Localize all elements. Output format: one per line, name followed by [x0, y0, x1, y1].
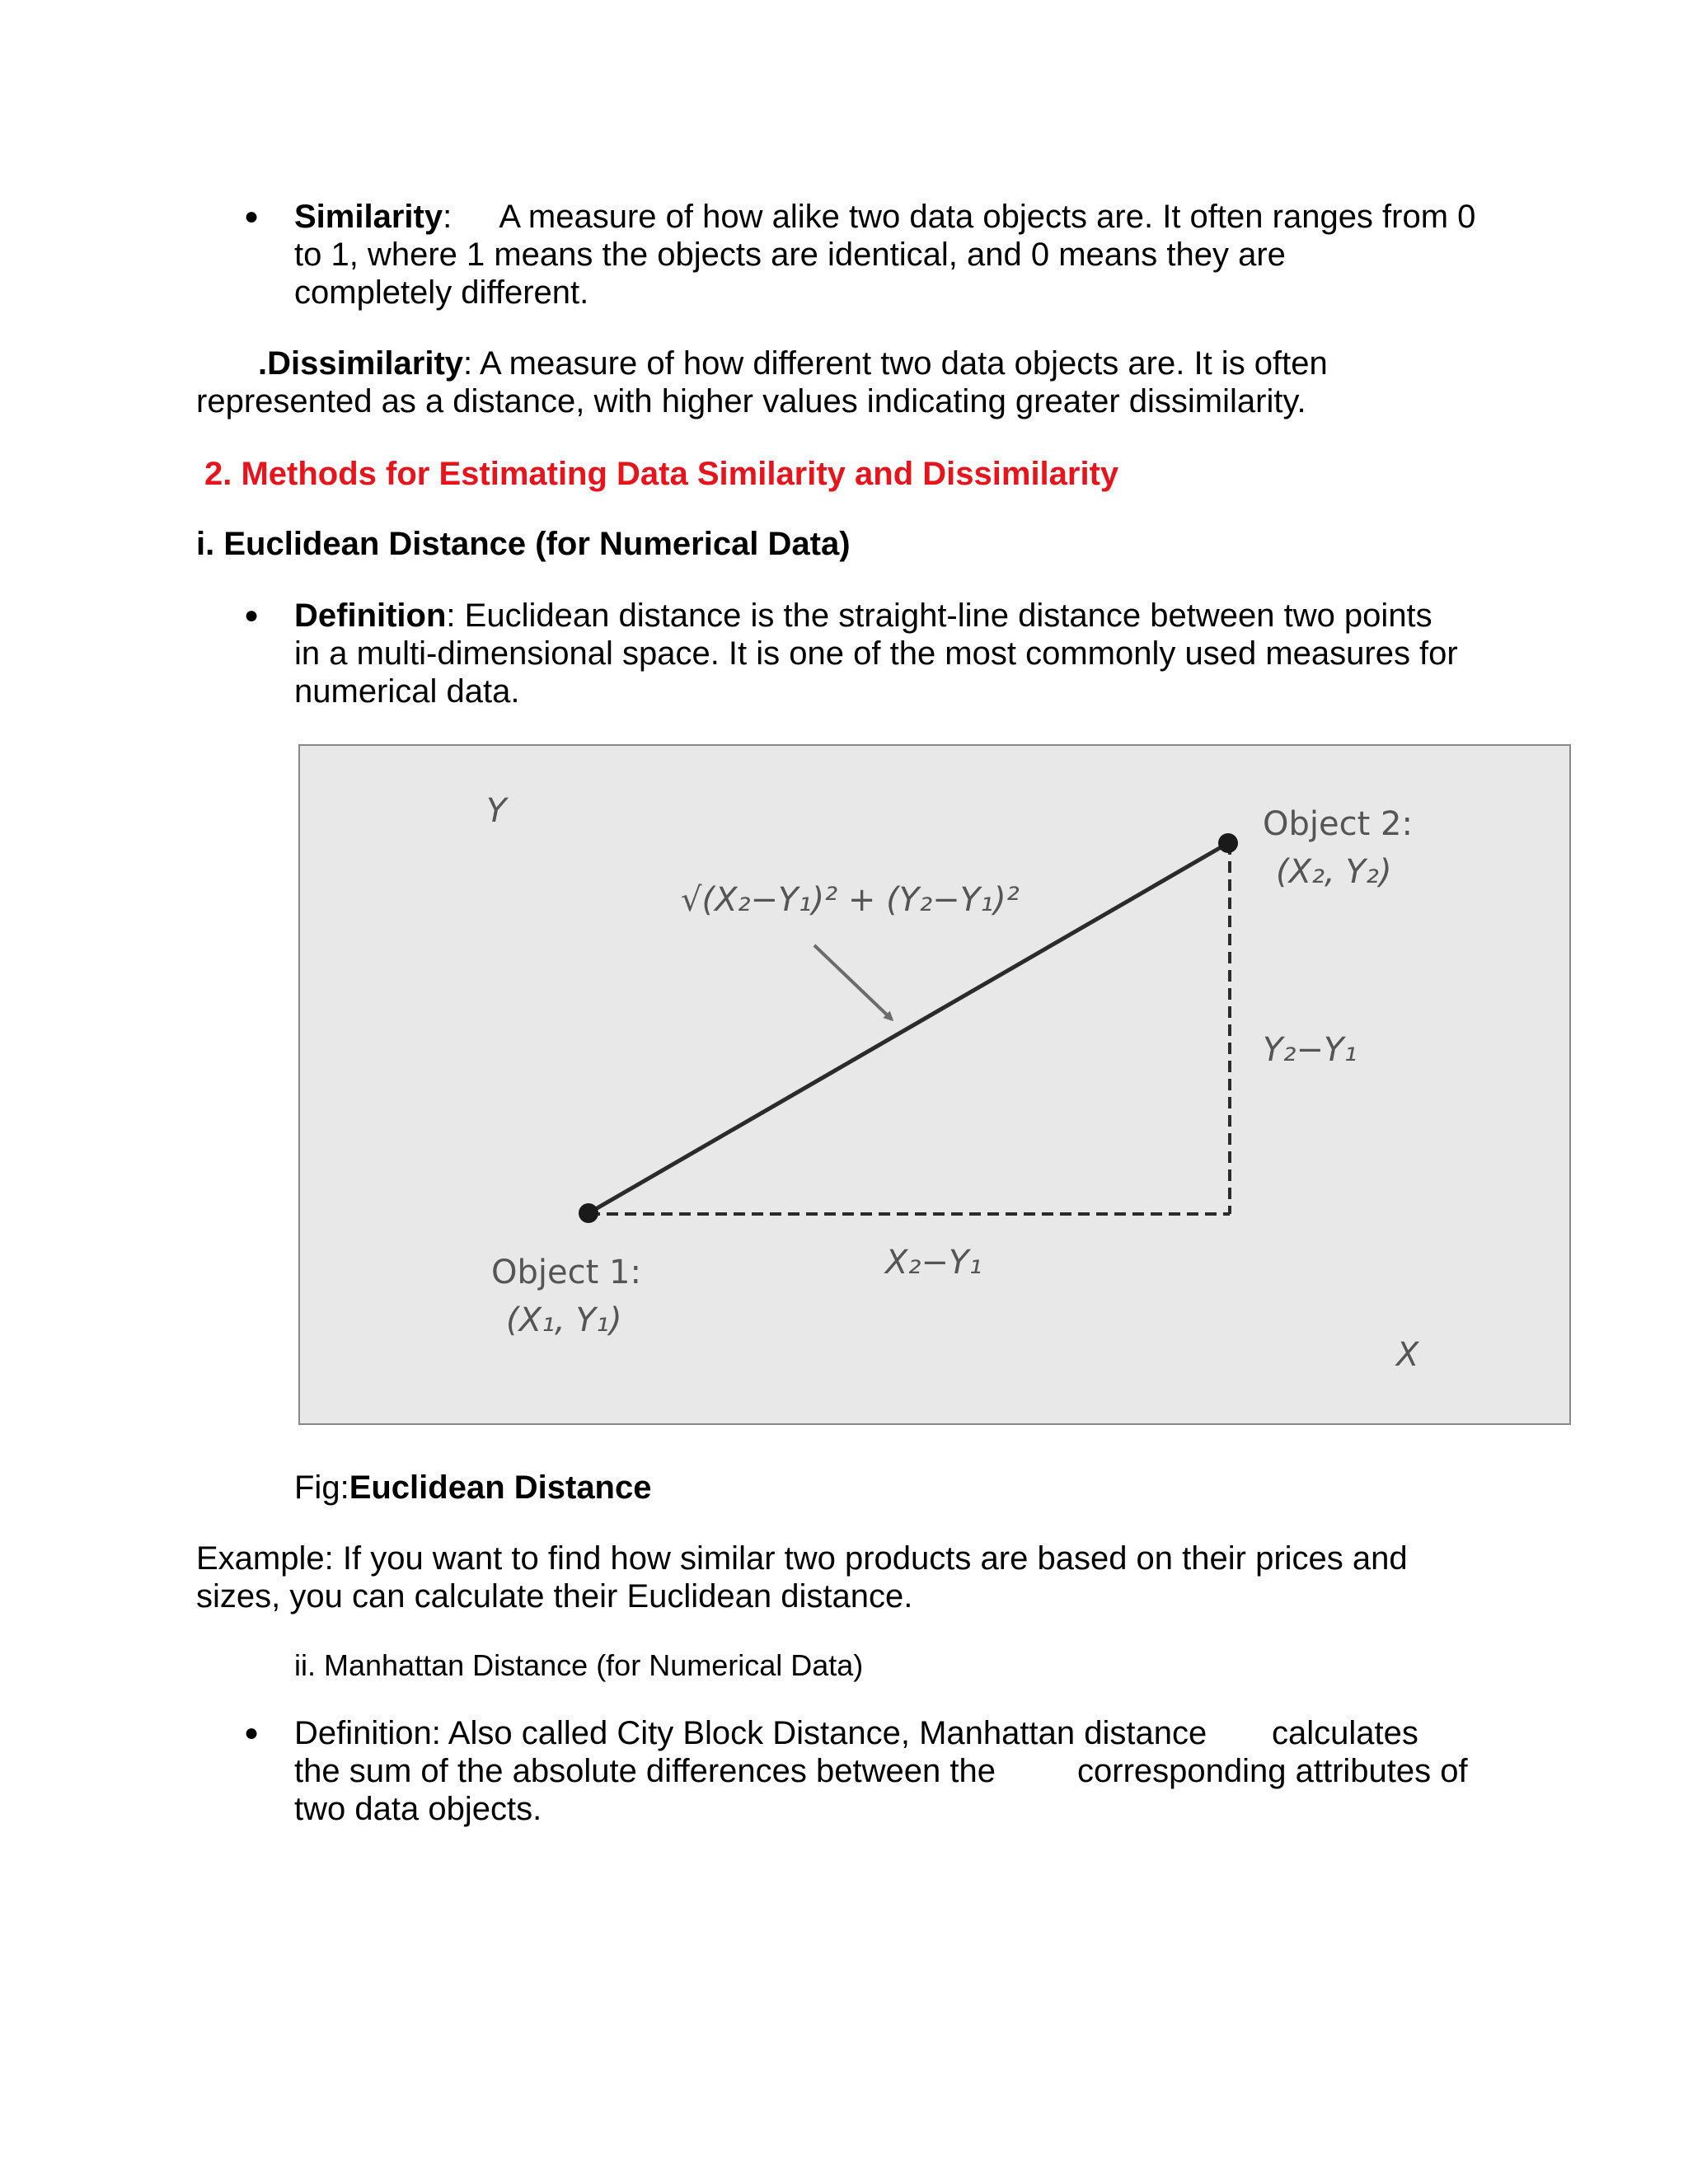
- distance-formula: √(X₂−Y₁)² + (Y₂−Y₁)²: [681, 881, 1020, 919]
- definition1-term: Definition: [294, 598, 447, 634]
- object1-point: [579, 1203, 598, 1223]
- section-heading: 2. Methods for Estimating Data Similarity and Dissimilarity: [204, 456, 1119, 492]
- definition2-line2a: the sum of the absolute differences between the: [294, 1753, 996, 1789]
- euclidean-figure: [298, 744, 1571, 1425]
- dissimilarity-term: Dissimilarity: [267, 345, 464, 382]
- object2-label: Object 2:: [1263, 805, 1413, 843]
- example-line2: sizes, you can calculate their Euclidean distance.: [196, 1578, 913, 1615]
- object2-point: [1218, 833, 1238, 853]
- definition1-line1: Definition: Euclidean distance is the straight-line distance between two points: [294, 598, 1432, 634]
- definition1-line3: numerical data.: [294, 673, 520, 710]
- similarity-line3: completely different.: [294, 274, 589, 311]
- definition1-line2: in a multi-dimensional space. It is one of the most commonly used measures for: [294, 635, 1458, 672]
- vertical-diff-label: Y₂−Y₁: [1263, 1031, 1357, 1069]
- object2-coord: (X₂, Y₂): [1276, 853, 1392, 891]
- euclidean-diagram: [300, 746, 1573, 1427]
- object1-coord: (X₁, Y₁): [506, 1301, 622, 1339]
- definition2-line2b: corresponding attributes of: [1077, 1753, 1468, 1789]
- bullet-dot: ●: [244, 602, 260, 629]
- example-line1: Example: If you want to find how similar two products are based on their prices and: [196, 1540, 1408, 1577]
- similarity-term: Similarity: [294, 199, 443, 235]
- bullet-dot: ●: [244, 1719, 260, 1746]
- object1-label: Object 1:: [491, 1254, 641, 1291]
- formula-arrow: [814, 945, 892, 1019]
- manhattan-heading: ii. Manhattan Distance (for Numerical Data): [294, 1648, 864, 1682]
- dissimilarity-line2: represented as a distance, with higher values indicating greater dissimilarity.: [196, 383, 1306, 419]
- definition2-line1b: calculates: [1272, 1715, 1418, 1751]
- horizontal-diff-label: X₂−Y₁: [885, 1244, 982, 1282]
- similarity-line1: Similarity: A measure of how alike two data objects are. It often ranges from 0: [294, 199, 1476, 235]
- x-axis-label: X: [1396, 1336, 1419, 1374]
- similarity-line2: to 1, where 1 means the objects are identical, and 0 means they are: [294, 237, 1286, 273]
- definition2-line1a: Definition: Also called City Block Distance, Manhattan distance: [294, 1715, 1207, 1751]
- figure-caption: Fig:Euclidean Distance: [294, 1469, 652, 1506]
- definition2-line3: two data objects.: [294, 1791, 542, 1827]
- dissimilarity-line1: .Dissimilarity: A measure of how different two data objects are. It is often: [258, 345, 1328, 382]
- similarity-text: A measure of how alike two data objects are. It often ranges from 0: [499, 199, 1476, 235]
- bullet-dot: ●: [244, 203, 260, 230]
- y-axis-label: Y: [486, 792, 507, 830]
- euclidean-heading: i. Euclidean Distance (for Numerical Data): [196, 526, 851, 562]
